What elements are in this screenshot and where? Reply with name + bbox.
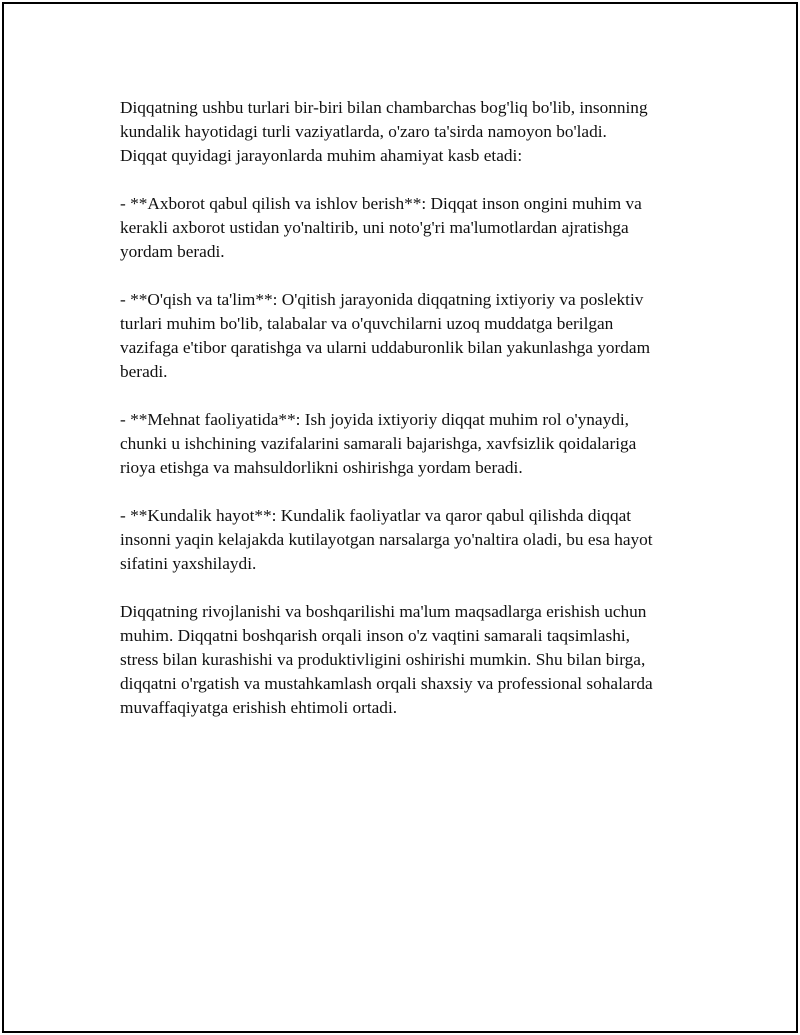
paragraph-intro: Diqqatning ushbu turlari bir-biri bilan chambarchas bog'liq bo'lib, insonning kundalik hayotidagi turli vaziyatlarda, o'zaro ta'sirda namoyon bo'ladi. Diqqat quyidagi jarayonlarda muhim ahamiyat kasb etadi:: [120, 98, 648, 165]
document-page: [2, 2, 798, 1033]
paragraph-learning: - **O'qish va ta'lim**: O'qitish jarayonida diqqatning ixtiyoriy va poslektiv turlari muhim bo'lib, talabalar va o'quvchilarni uzoq muddatga berilgan vazifaga e'tibor qaratishga va ularni uddaburonlik bilan yakunlashga yordam beradi.: [120, 290, 651, 381]
paragraph-work: - **Mehnat faoliyatida**: Ish joyida ixtiyoriy diqqat muhim rol o'ynaydi, chunki u ishchining vazifalarini samarali bajarishga, xavfsizlik qoidalariga rioya etishga va mahsuldorlikni oshirishga yordam beradi.: [120, 410, 637, 477]
paragraph-information-processing: - **Axborot qabul qilish va ishlov berish**: Diqqat inson ongini muhim va kerakli axborot ustidan yo'naltirib, uni noto'g'ri ma'lumotlardan ajratishga yordam beradi.: [120, 194, 642, 261]
document-body: [120, 96, 720, 744]
paragraph-daily-life: - **Kundalik hayot**: Kundalik faoliyatlar va qaror qabul qilishda diqqat insonni yaqin kelajakda kutilayotgan narsalarga yo'naltira oladi, bu esa hayot sifatini yaxshilaydi.: [120, 506, 653, 573]
paragraph-conclusion: Diqqatning rivojlanishi va boshqarilishi ma'lum maqsadlarga erishish uchun muhim. Diqqatni boshqarish orqali inson o'z vaqtini samarali taqsimlashi, stress bilan kurashishi va produktivligini oshirishi mumkin. Shu bilan birga, diqqatni o'rgatish va mustahkamlash orqali shaxsiy va professional sohalarda muvaffaqiyatga erishish ehtimoli ortadi.: [120, 602, 653, 717]
